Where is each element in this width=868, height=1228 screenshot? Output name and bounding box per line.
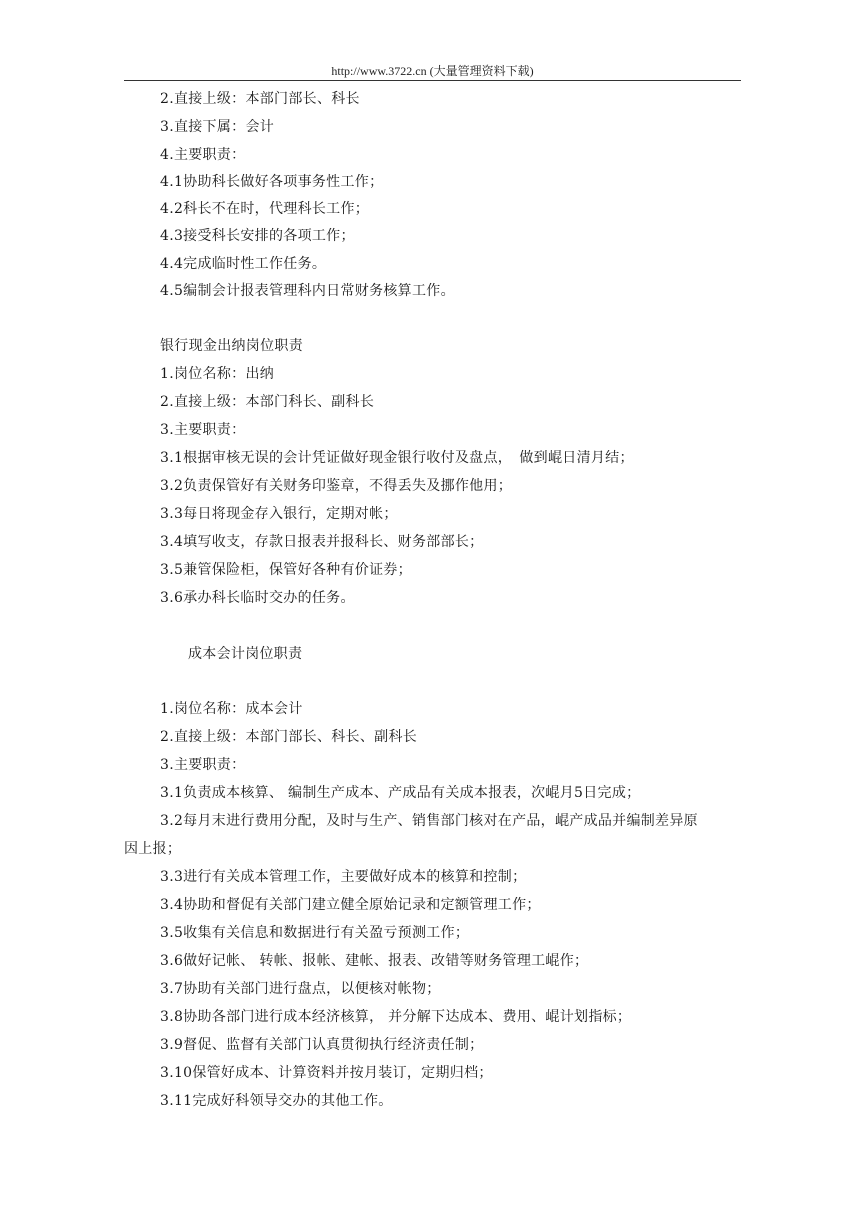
page-header-url: http://www.3722.cn (大量管理资料下载) bbox=[331, 64, 534, 78]
text-line: 4.3接受科长安排的各项工作； bbox=[160, 228, 355, 244]
text-line: 3.主要职责： bbox=[160, 757, 246, 773]
text-line: 3.3每日将现金存入银行，定期对帐； bbox=[160, 506, 398, 522]
text-line: 3.4填写收支，存款日报表并报科长、财务部部长； bbox=[160, 534, 484, 550]
text-line: 3.6承办科长临时交办的任务。 bbox=[160, 590, 355, 606]
text-line: 4.5编制会计报表管理科内日常财务核算工作。 bbox=[160, 283, 455, 299]
section-title: 成本会计岗位职责 bbox=[188, 646, 303, 662]
text-line: 3.9督促、监督有关部门认真贯彻执行经济责任制； bbox=[160, 1037, 484, 1053]
text-line: 3.6做好记帐、 转帐、报帐、建帐、报表、改错等财务管理工崐作； bbox=[160, 953, 589, 969]
text-line: 2.直接上级：本部门部长、科长 bbox=[160, 91, 360, 107]
text-line: 2.直接上级：本部门科长、副科长 bbox=[160, 394, 375, 410]
text-line: 4.4完成临时性工作任务。 bbox=[160, 256, 327, 272]
text-line: 3.7协助有关部门进行盘点，以便核对帐物； bbox=[160, 981, 441, 997]
text-line: 3.1根据审核无误的会计凭证做好现金银行收付及盘点， 做到崐日清月结； bbox=[160, 450, 634, 466]
text-line: 4.主要职责： bbox=[160, 147, 246, 163]
text-line: 3.直接下属：会计 bbox=[160, 119, 275, 135]
text-line: 3.8协助各部门进行成本经济核算， 并分解下达成本、费用、崐计划指标； bbox=[160, 1009, 632, 1025]
text-line: 2.直接上级：本部门部长、科长、副科长 bbox=[160, 729, 418, 745]
text-line: 3.4协助和督促有关部门建立健全原始记录和定额管理工作； bbox=[160, 897, 541, 913]
text-line: 4.1协助科长做好各项事务性工作； bbox=[160, 174, 384, 190]
text-line: 3.5兼管保险柜，保管好各种有价证券； bbox=[160, 562, 412, 578]
text-line: 3.11完成好科领导交办的其他工作。 bbox=[160, 1093, 393, 1109]
text-line: 3.2每月末进行费用分配，及时与生产、销售部门核对在产品，崐产成品并编制差异原 bbox=[160, 813, 698, 829]
text-line: 3.5收集有关信息和数据进行有关盈亏预测工作； bbox=[160, 925, 470, 941]
text-line: 1.岗位名称：出纳 bbox=[160, 366, 275, 382]
text-line: 因上报； bbox=[124, 841, 182, 857]
text-line: 3.主要职责： bbox=[160, 422, 246, 438]
text-line: 3.2负责保管好有关财务印鉴章，不得丢失及挪作他用； bbox=[160, 478, 513, 494]
header-rule bbox=[124, 80, 741, 81]
text-line: 3.1负责成本核算、 编制生产成本、产成品有关成本报表，次崐月5日完成； bbox=[160, 785, 641, 801]
text-line: 3.3进行有关成本管理工作，主要做好成本的核算和控制； bbox=[160, 869, 527, 885]
text-line: 4.2科长不在时，代理科长工作； bbox=[160, 201, 370, 217]
text-line: 1.岗位名称：成本会计 bbox=[160, 701, 303, 717]
section-title: 银行现金出纳岗位职责 bbox=[160, 338, 303, 354]
text-line: 3.10保管好成本、计算资料并按月装订，定期归档； bbox=[160, 1065, 493, 1081]
